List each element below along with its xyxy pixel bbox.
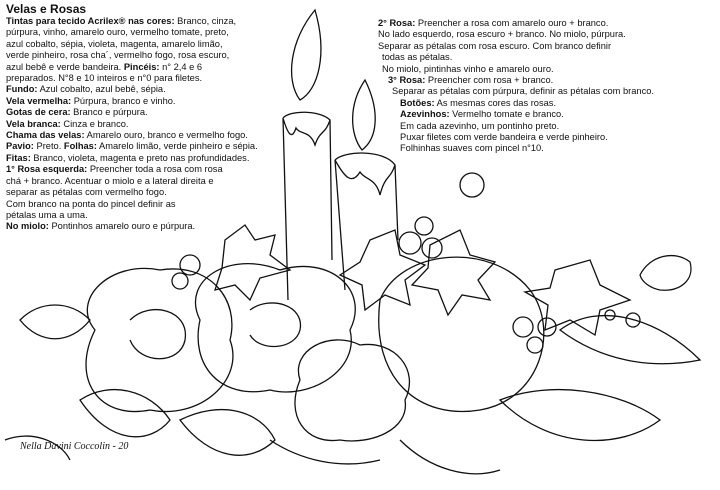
instruction-line: verde pinheiro, rosa cha´, vermelho fogo, rosa escuro, [6,50,230,61]
instruction-line: pétalas uma a uma. [6,209,88,220]
instruction-line: preparados. N°8 e 10 inteiros e n°0 para filetes. [6,73,203,84]
left-flame [292,10,321,100]
instruction-line: todas as pétalas. [382,52,453,63]
instruction-line: 2° Rosa: Preencher a rosa com amarelo ouro + branco. [378,18,609,28]
instruction-line: Chama das velas: Amarelo ouro, branco e vermelho fogo. [6,130,248,141]
instruction-line: 1° Rosa esquerda: Preencher toda a rosa com rosa [6,164,223,175]
instruction-line: Fitas: Branco, violeta, magenta e preto nas profundidades. [6,152,250,163]
instruction-line: Gotas de cera: Branco e púrpura. [6,107,148,118]
right-candle [335,153,398,290]
left-candle [283,112,332,300]
left-instructions [6,16,258,233]
instruction-line: púrpura, vinho, amarelo ouro, vermelho tomate, preto, [6,27,229,38]
instruction-line: Azevinhos: Vermelho tomate e branco. [400,109,564,120]
instruction-line: Vela vermelha: Púrpura, branco e vinho. [6,95,176,106]
artist-signature: Nella Davini Coccolin - 20 [20,441,129,452]
instruction-line: separar as pétalas com vermelho fogo. [6,187,167,198]
right-flame [353,80,376,150]
instruction-line: Botões: As mesmas cores das rosas. [400,97,557,108]
instruction-line: No miolo, pintinhas vinho e amarelo ouro. [382,63,554,74]
instruction-line: azul bebê e verde bandeira. Pincéis: n° 2,4 e 6 [6,61,203,72]
instruction-line: No lado esquerdo, rosa escuro + branco. No miolo, púrpura. [378,29,626,40]
instruction-line: Folhinhas suaves com pincel n°10. [400,143,544,154]
instruction-line: Com branco na ponta do pincel definir as [6,198,176,209]
instruction-line: Pavio: Preto. Folhas: Amarelo limão, verde pinheiro e sépia. [6,141,258,152]
rose-right [379,257,544,411]
instruction-line: Vela branca: Cinza e branco. [6,118,129,129]
instruction-line: 3° Rosa: Preencher com rosa + branco. [388,75,554,86]
instruction-line: Puxar filetes com verde bandeira e verde pinheiro. [400,132,608,143]
instruction-line: chá + branco. Acentuar o miolo e a lateral direita e [6,175,214,186]
page-title: Velas e Rosas [6,2,87,16]
instruction-line: Separar as pétalas com rosa escuro. Com branco definir [378,40,612,51]
instruction-line: Em cada azevinho, um pontinho preto. [400,120,560,131]
instruction-line: Separar as pétalas com púrpura, definir as pétalas com branco. [392,86,655,97]
instruction-line: azul cobalto, sépia, violeta, magenta, amarelo limão, [6,38,223,49]
right-instructions [378,18,654,155]
instruction-line: Tintas para tecido Acrilex® nas cores: Branco, cinza, [6,16,237,26]
instruction-line: Fundo: Azul cobalto, azul bebê, sépia. [6,84,166,95]
rose-center [195,264,355,392]
instruction-line: No miolo: Pontinhos amarelo ouro e púrpura. [6,221,196,232]
